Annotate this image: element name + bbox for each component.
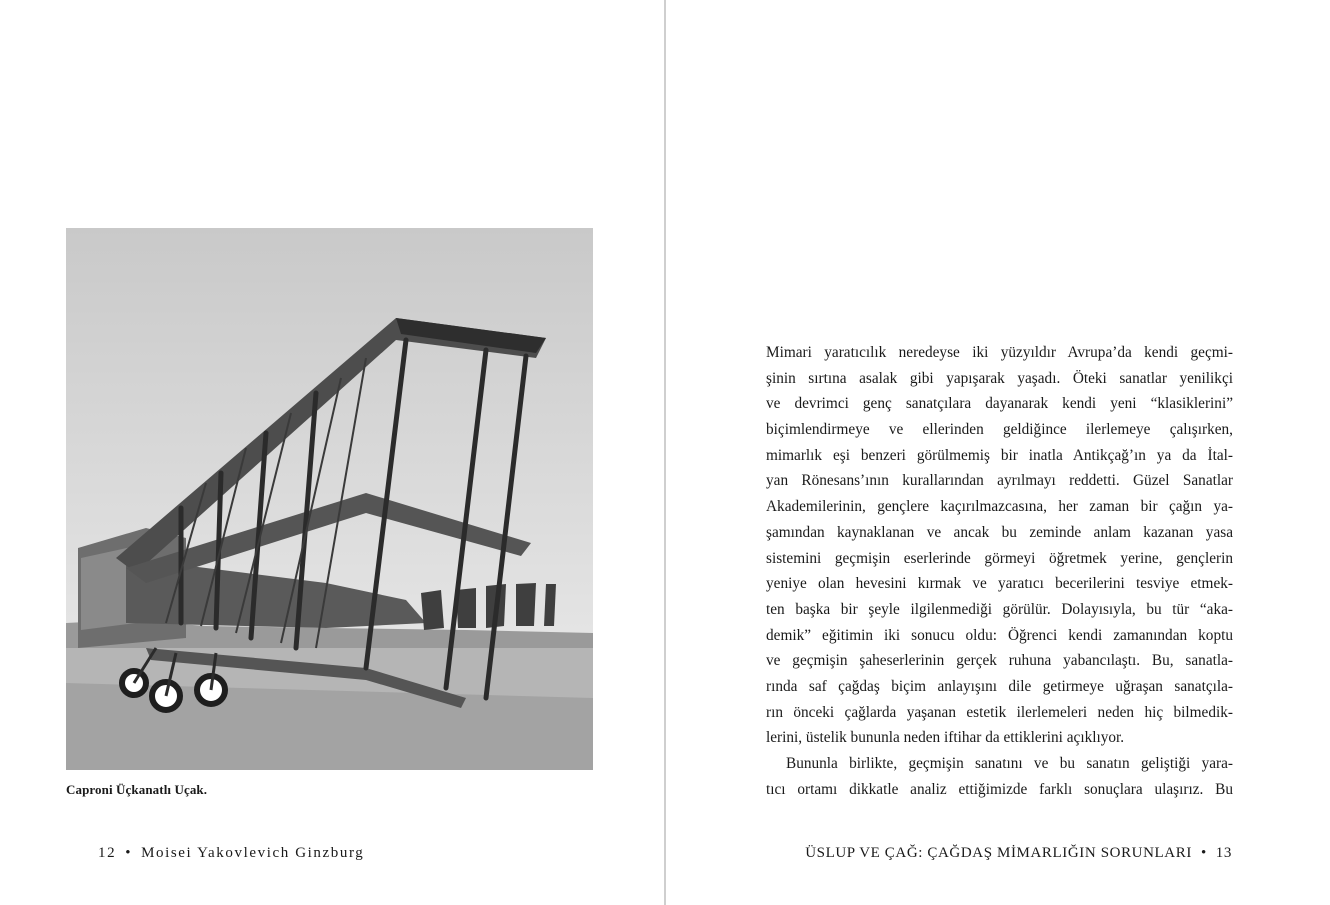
right-page-footer xyxy=(805,845,1232,862)
right-page xyxy=(666,0,1330,905)
text-line: rın önceki çağlarda yaşanan estetik ilerlemeleri neden hiç bilmedik- xyxy=(766,703,1233,721)
text-line: yeniye olan hevesini kırmak ve yaratıcı becerilerini tesviye etmek- xyxy=(766,575,1233,593)
right-page-number: 13 xyxy=(1215,845,1232,861)
text-line: tıcı ortamı dikkatle analiz ettiğimizde farklı sonuçlara ulaşırız. Bu xyxy=(766,780,1233,798)
text-line: demik” eğitimin iki sonucu oldu: Öğrenci kendi zamanından koptu xyxy=(766,626,1233,644)
left-running-head: Moisei Yakovlevich Ginzburg xyxy=(141,845,365,861)
left-page-footer xyxy=(98,845,364,862)
body-text xyxy=(766,340,1233,802)
text-line: lerini, üstelik bununla neden iftihar da ettiklerini açıklıyor. xyxy=(766,729,1125,747)
footer-bullet: • xyxy=(125,845,133,861)
text-line: yan Rönesans’ının kurallarından ayrılmayı reddetti. Güzel Sanatlar xyxy=(766,472,1233,490)
text-line: Akademilerinin, gençlere kaçırılmazcasına, her zaman bir çağın ya- xyxy=(766,498,1233,516)
text-line: ve geçmişin şaheserlerinin gerçek ruhuna yabancılaştı. Bu, sanatla- xyxy=(766,652,1233,670)
text-line: şinin sırtına asalak gibi yapışarak yaşadı. Öteki sanatlar yenilikçi xyxy=(766,369,1233,387)
text-line: mimarlık eşi benzeri görülmemiş bir inatla Antikçağ’ın ya da İtal- xyxy=(766,446,1233,464)
text-line: biçimlendirmeye ve ellerinden geldiğince ilerlemeye çalışırken, xyxy=(766,421,1233,439)
text-line: rında saf çağdaş biçim anlayışını dile getirmeye uğraşan sanatçıla- xyxy=(766,677,1233,695)
triplane-photo xyxy=(66,228,593,770)
text-line: Bununla birlikte, geçmişin sanatını ve bu sanatın geliştiği yara- xyxy=(786,755,1233,772)
text-line: ve devrimci genç sanatçılara dayanarak kendi yeni “klasiklerini” xyxy=(766,395,1233,413)
footer-bullet: • xyxy=(1200,845,1207,861)
right-running-head: ÜSLUP VE ÇAĞ: ÇAĞDAŞ MİMARLIĞIN SORUNLARI xyxy=(805,845,1192,861)
text-line: Mimari yaratıcılık neredeyse iki yüzyıldır Avrupa’da kendi geçmi- xyxy=(766,344,1233,361)
text-line: şamından kaynaklanan ve ancak bu zeminde anlam kazanan yasa xyxy=(766,523,1233,541)
figure-caption: Caproni Üçkanatlı Uçak. xyxy=(66,782,208,797)
left-page-number: 12 xyxy=(98,845,117,861)
text-line: ten başka bir şeyle ilgilenmediği görülür. Dolayısıyla, bu tür “aka- xyxy=(766,600,1233,618)
left-page xyxy=(0,0,664,905)
text-line: sistemini geçmişin eserlerinde görmeyi öğretmek yerine, gençlerin xyxy=(766,549,1233,567)
